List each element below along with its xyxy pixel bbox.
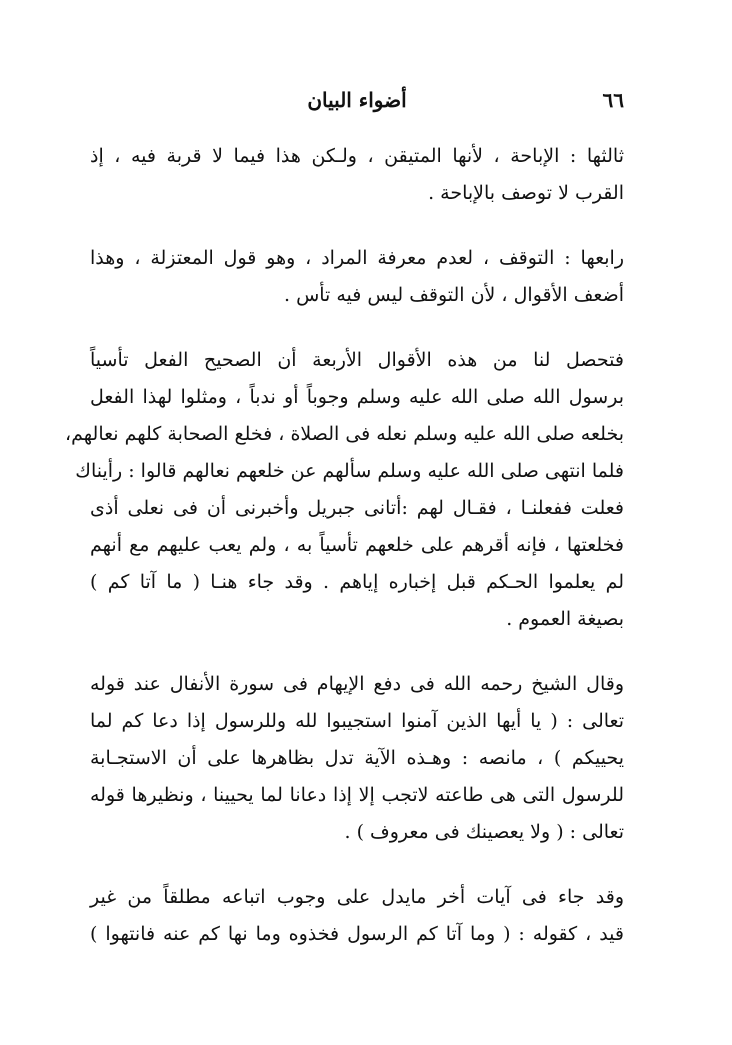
text-line: رابعها : التوقف ، لعدم معرفة المراد ، وهو قول المعتزلة ، وهذا	[90, 247, 624, 269]
text-line: بصيغة العموم .	[506, 608, 624, 630]
paragraph	[90, 138, 624, 212]
text-line: تعالى : ( ولا يعصينك فى معروف ) .	[344, 821, 624, 843]
text-line: فلما انتهى صلى الله عليه وسلم سألهم عن خلعهم نعالهم قالوا : رأيناك	[75, 460, 624, 482]
text-line: يحييكم ) ، مانصه : وهـذه الآية تدل بظاهرها على أن الاستجـابة	[90, 747, 624, 769]
text-line: أضعف الأقوال ، لأن التوقف ليس فيه تأس .	[283, 284, 624, 306]
paragraph	[90, 240, 624, 314]
text-line: فعلت ففعلنـا ، فقـال لهم :أتانى جبريل وأخبرنى أن فى نعلى أذى	[90, 497, 624, 519]
paragraph	[90, 879, 624, 953]
text-line: تعالى : ( يا أيها الذين آمنوا استجيبوا لله وللرسول إذا دعا كم لما	[90, 710, 624, 732]
text-line: فتحصل لنا من هذه الأقوال الأربعة أن الصحيح الفعل تأسياً	[90, 349, 624, 371]
text-line: لم يعلموا الحـكم قبل إخباره إياهم . وقد جاء هنـا ( ما آتا كم )	[90, 571, 624, 593]
running-title: أضواء البيان	[307, 88, 407, 112]
text-line: وقال الشيخ رحمه الله فى دفع الإيهام فى سورة الأنفال عند قوله	[90, 673, 624, 695]
text-line: ثالثها : الإباحة ، لأنها المتيقن ، ولـكن هذا فيما لا قربة فيه ، إذ	[90, 145, 624, 167]
page-header	[90, 88, 624, 118]
paragraph	[90, 666, 624, 851]
page-number: ٦٦	[602, 88, 624, 112]
text-line: للرسول التى هى طاعته لاتجب إلا إذا دعانا لما يحيينا ، ونظيرها قوله	[90, 784, 624, 806]
text-line: بخلعه صلى الله عليه وسلم نعله فى الصلاة ، فخلع الصحابة كلهم نعالهم،	[65, 423, 624, 445]
text-line: قيد ، كقوله : ( وما آتا كم الرسول فخذوه وما نها كم عنه فانتهوا )	[90, 923, 624, 945]
page-body	[65, 138, 624, 981]
text-line: برسول الله صلى الله عليه وسلم وجوباً أو ندباً ، ومثلوا لهذا الفعل	[90, 386, 624, 408]
text-line: وقد جاء فى آيات أخر مايدل على وجوب اتباعه مطلقاً من غير	[90, 886, 624, 908]
text-line: القرب لا توصف بالإباحة .	[428, 182, 624, 204]
text-line: فخلعتها ، فإنه أقرهم على خلعهم تأسياً به ، ولم يعب عليهم مع أنهم	[90, 534, 624, 556]
paragraph	[65, 342, 624, 638]
